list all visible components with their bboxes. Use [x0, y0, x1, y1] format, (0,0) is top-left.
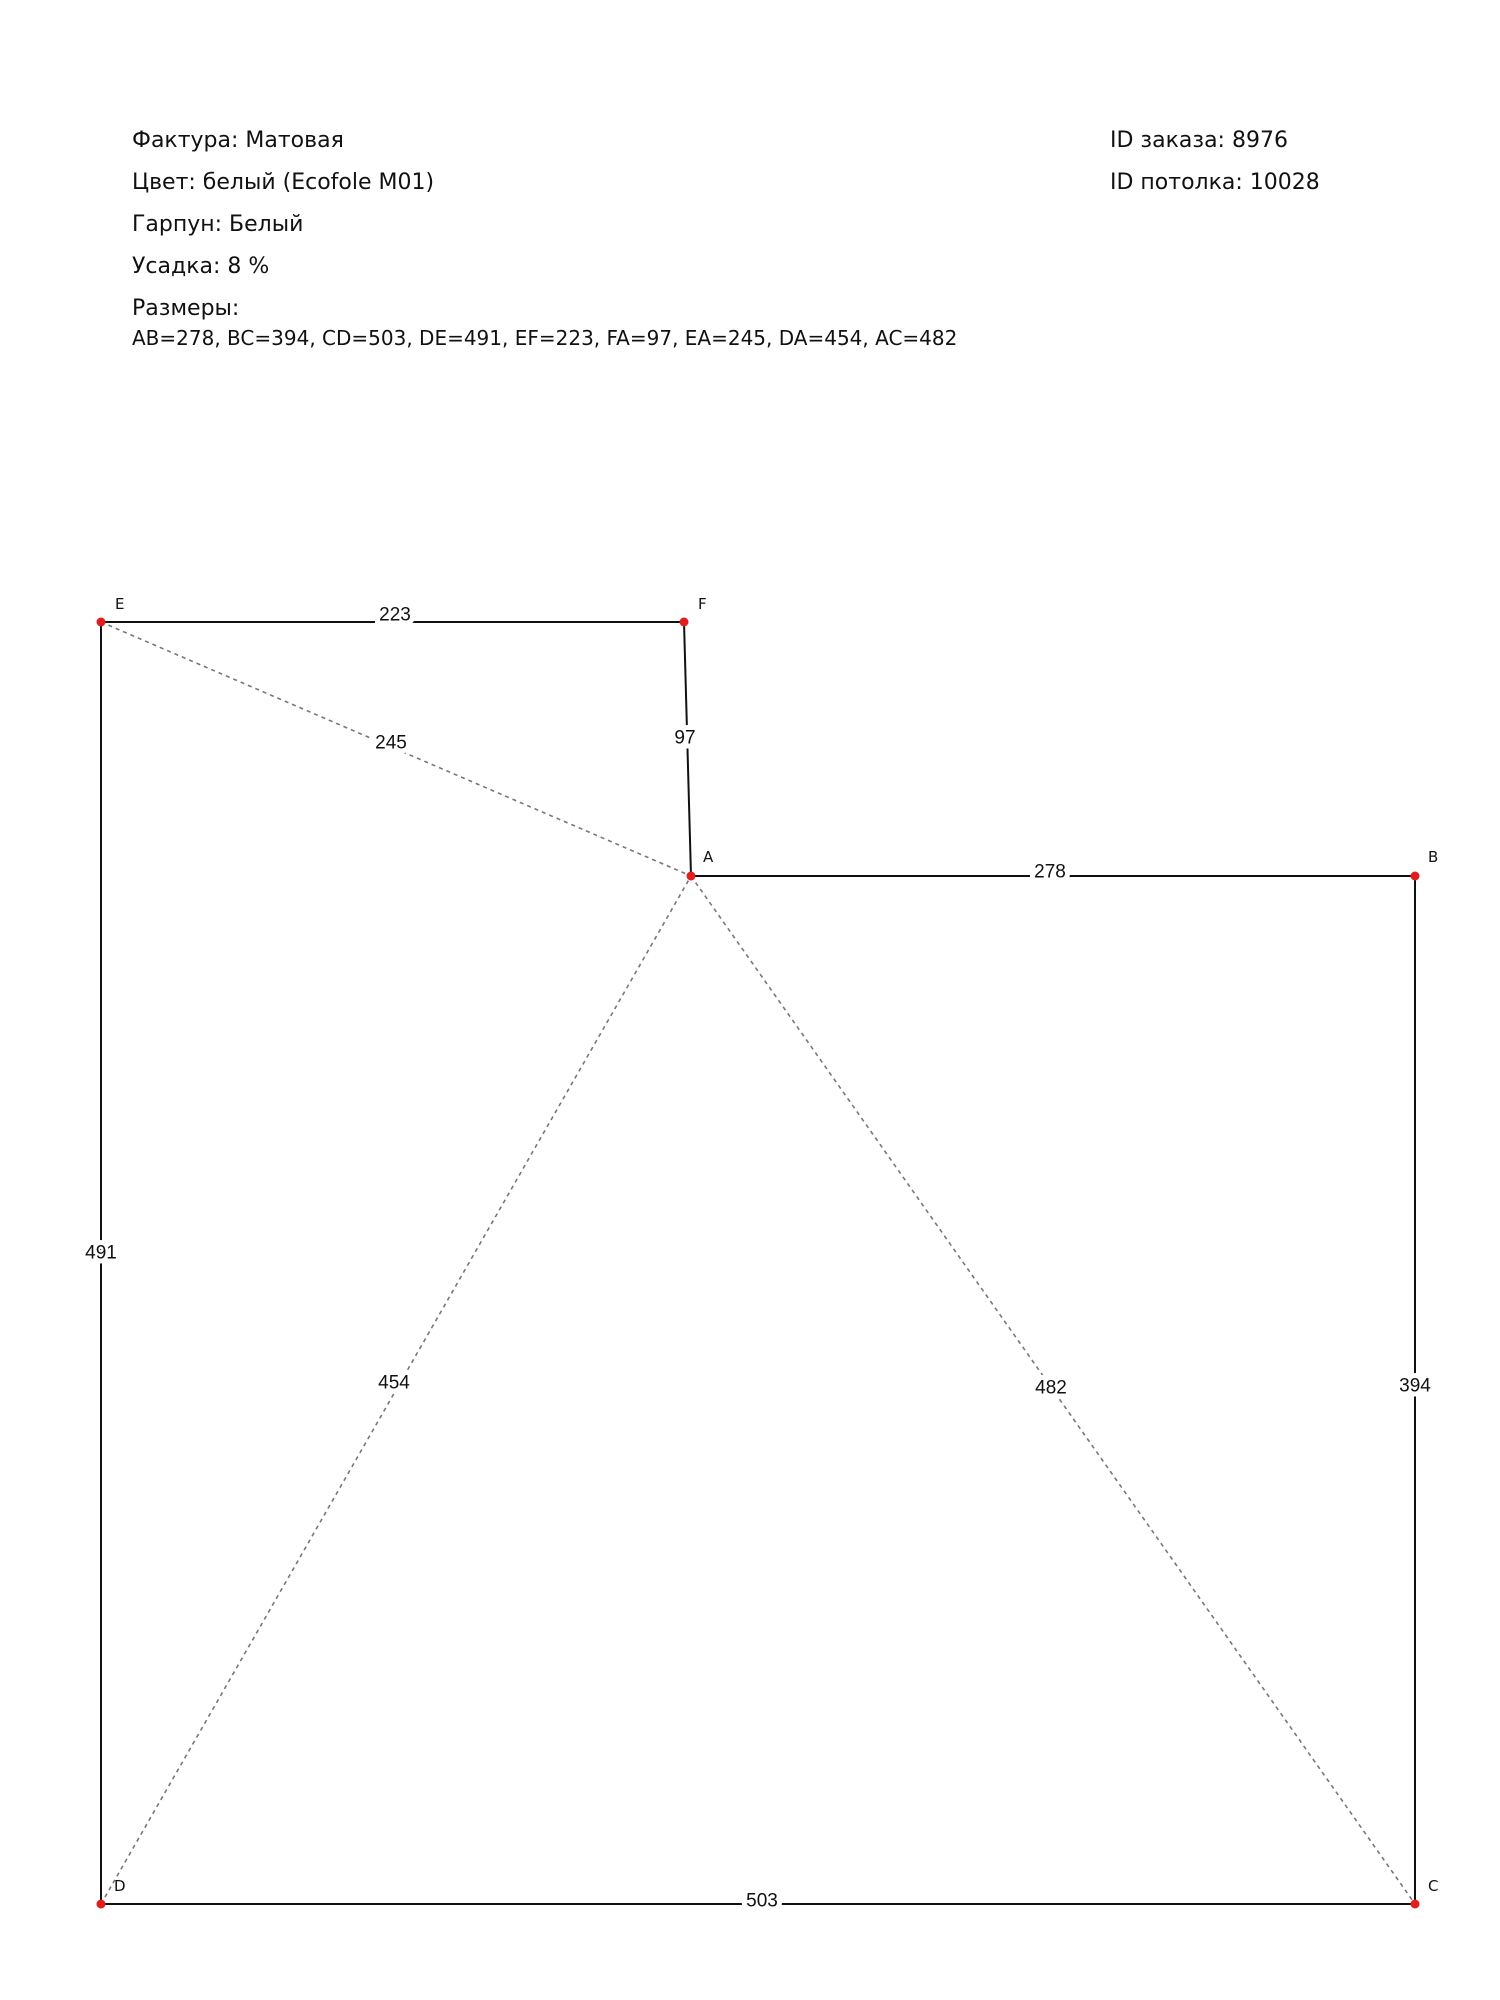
edges [101, 622, 1415, 1904]
order-id-text: ID заказа: 8976 [1110, 128, 1288, 153]
edge-ab-label: 278 [1034, 861, 1066, 883]
point-a-label: A [703, 848, 714, 866]
dimensions-label: Размеры: [132, 296, 240, 321]
point-b-label: B [1428, 848, 1439, 866]
point-c-label: C [1428, 1877, 1439, 1895]
points [97, 595, 1439, 1909]
shrinkage-text: Усадка: 8 % [132, 254, 270, 279]
edge-fa-line [684, 622, 691, 876]
point-c-marker [1411, 1900, 1420, 1909]
edge-ef-label: 223 [379, 604, 411, 626]
edge-cd-label: 503 [746, 1890, 778, 1912]
dimensions-value: AB=278, BC=394, CD=503, DE=491, EF=223, FA=97, EA=245, DA=454, AC=482 [132, 326, 958, 350]
point-f-label: F [698, 595, 707, 613]
point-e-label: E [115, 595, 125, 613]
point-e-marker [97, 618, 106, 627]
edge-da-label: 454 [378, 1372, 410, 1394]
edge-bc-label: 394 [1399, 1375, 1431, 1397]
edge-de-label: 491 [85, 1242, 117, 1264]
color-text: Цвет: белый (Ecofole M01) [132, 170, 435, 195]
point-d-marker [97, 1900, 106, 1909]
point-b-marker [1411, 872, 1420, 881]
ceiling-id-text: ID потолка: 10028 [1110, 170, 1320, 195]
edge-labels [85, 605, 1431, 1912]
edge-ea-label: 245 [375, 732, 407, 754]
point-f-marker [680, 618, 689, 627]
point-a-marker [687, 872, 696, 881]
harpoon-text: Гарпун: Белый [132, 212, 304, 237]
edge-fa-label: 97 [674, 727, 696, 749]
edge-ac-label: 482 [1035, 1377, 1067, 1399]
point-d-label: D [114, 1877, 126, 1895]
texture-text: Фактура: Матовая [132, 128, 344, 153]
